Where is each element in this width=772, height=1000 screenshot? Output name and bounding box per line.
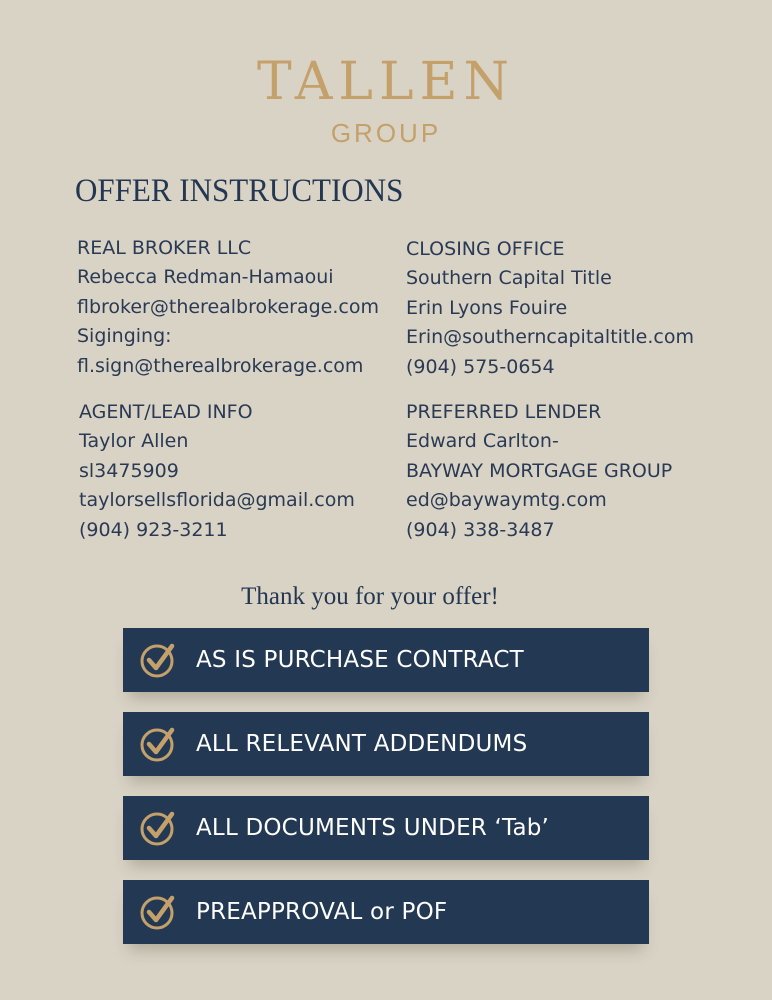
- checklist-item-label: ALL RELEVANT ADDENDUMS: [196, 731, 528, 757]
- checklist-item: [123, 712, 649, 776]
- closing-office-email: Erin@southerncapitaltitle.com: [406, 326, 694, 349]
- broker-name: REAL BROKER LLC: [77, 237, 252, 259]
- agent-phone: (904) 923-3211: [79, 518, 228, 541]
- lender-email: ed@baywaymtg.com: [406, 489, 607, 512]
- logo-main-text: TALLEN: [257, 52, 515, 112]
- agent-email: taylorsellsflorida@gmail.com: [79, 489, 355, 512]
- agent-info: [79, 398, 355, 545]
- agent-heading: AGENT/LEAD INFO: [79, 401, 253, 423]
- broker-email: flbroker@therealbrokerage.com: [77, 295, 379, 318]
- broker-signing-email: fl.sign@therealbrokerage.com: [77, 354, 364, 377]
- closing-office-phone: (904) 575-0654: [406, 355, 555, 378]
- agent-name: Taylor Allen: [79, 430, 189, 453]
- logo-sub-text: GROUP: [330, 118, 442, 148]
- closing-office-info: [406, 235, 694, 382]
- check-circle-icon: [139, 809, 177, 847]
- check-circle-icon: [139, 641, 177, 679]
- checklist-item-label: ALL DOCUMENTS UNDER ‘Tab’: [196, 815, 550, 841]
- closing-office-heading: CLOSING OFFICE: [406, 238, 565, 260]
- lender-heading: PREFERRED LENDER: [406, 401, 602, 423]
- checklist-item: [123, 628, 649, 692]
- lender-info: [406, 398, 672, 545]
- lender-phone: (904) 338-3487: [406, 518, 555, 541]
- checklist-item-label: PREAPPROVAL or POF: [196, 899, 448, 925]
- page-title: OFFER INSTRUCTIONS: [75, 173, 404, 209]
- closing-office-company: Southern Capital Title: [406, 267, 612, 290]
- check-circle-icon: [139, 893, 177, 931]
- broker-info: [77, 234, 379, 381]
- broker-signing-label: Siginging:: [77, 325, 172, 348]
- check-circle-icon: [139, 725, 177, 763]
- agent-license: sl3475909: [79, 459, 179, 482]
- closing-office-contact: Erin Lyons Fouire: [406, 296, 568, 319]
- lender-contact: Edward Carlton-: [406, 430, 559, 453]
- checklist-item: [123, 796, 649, 860]
- thank-you-message: Thank you for your offer!: [241, 583, 499, 610]
- broker-contact: Rebecca Redman-Hamaoui: [77, 266, 334, 289]
- checklist-item-label: AS IS PURCHASE CONTRACT: [196, 647, 524, 673]
- lender-company: BAYWAY MORTGAGE GROUP: [406, 459, 673, 482]
- checklist-item: [123, 880, 649, 944]
